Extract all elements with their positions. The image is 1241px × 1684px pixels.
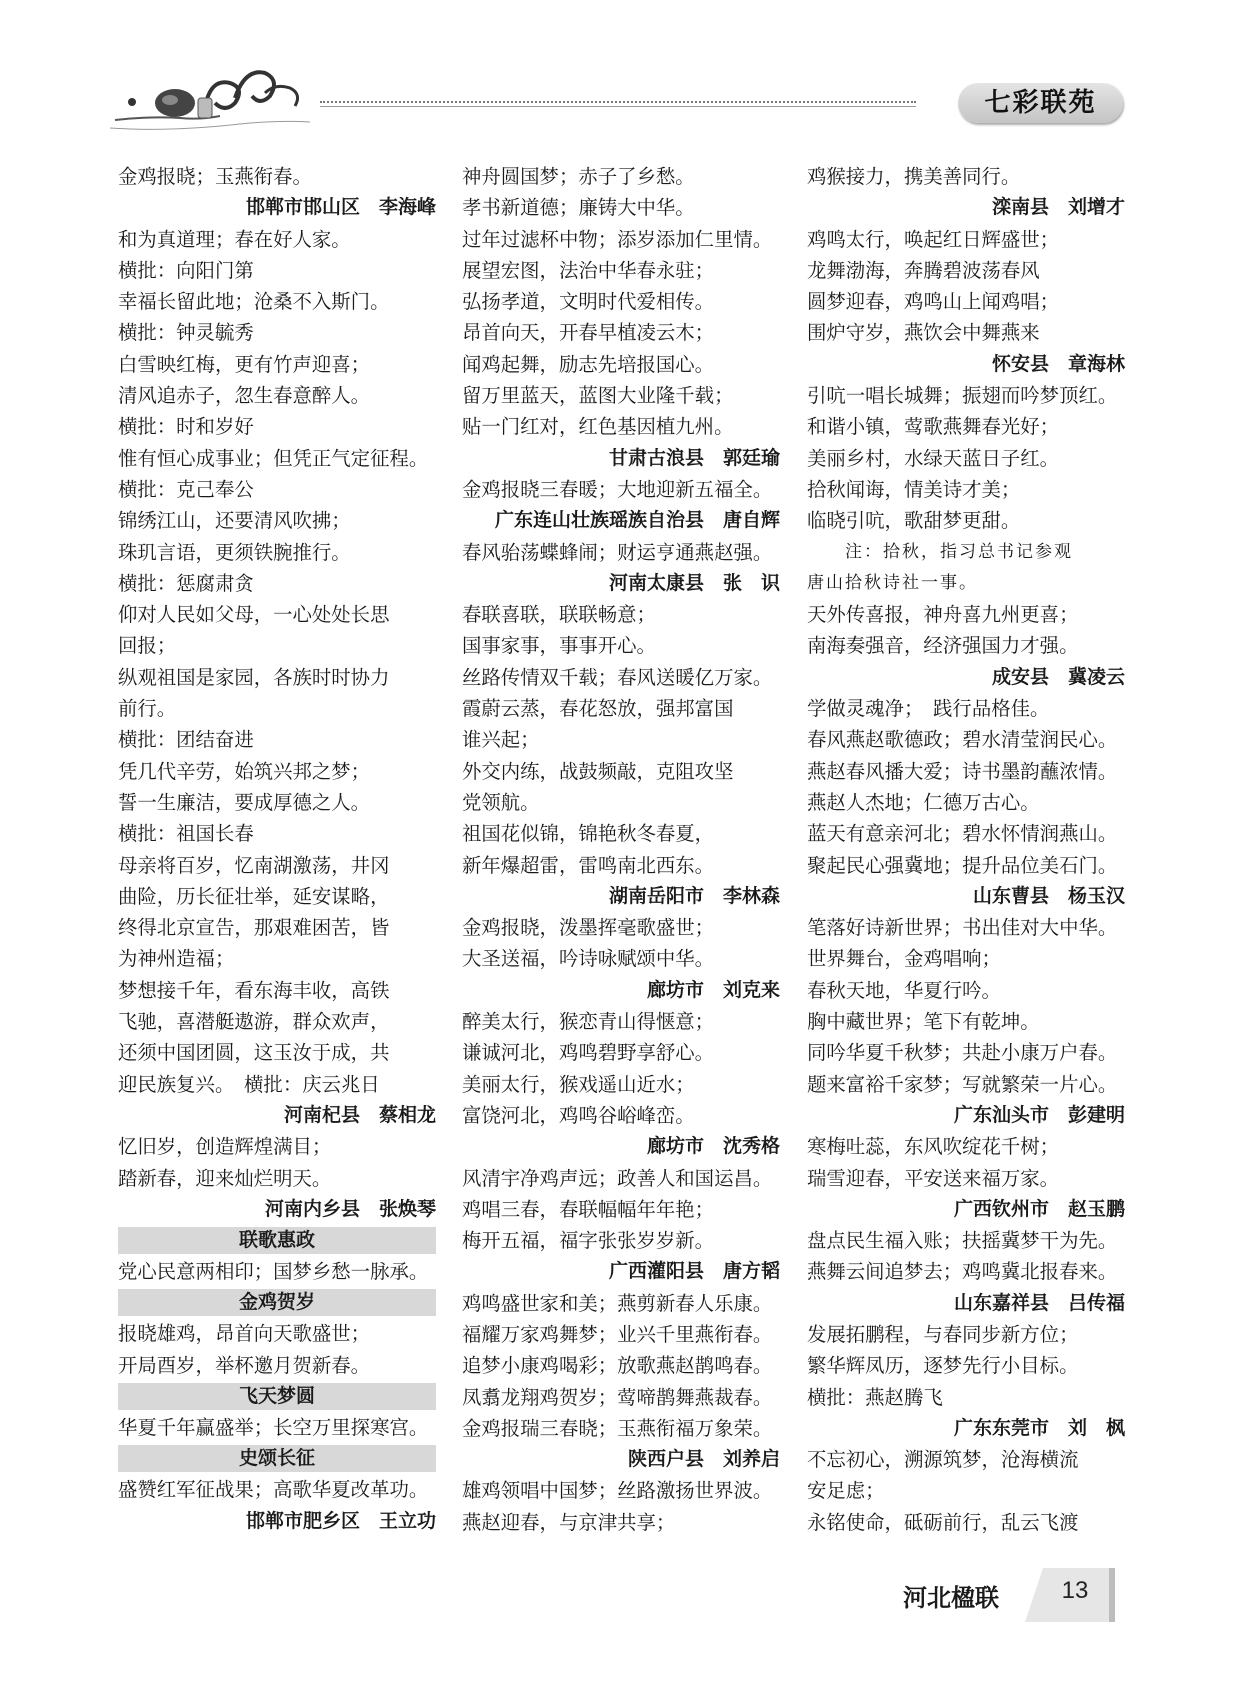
couplet-line: 金鸡报瑞三春晓；玉燕衔福万象荣。 xyxy=(462,1416,773,1440)
couplet-line: 世界舞台，金鸡唱响； xyxy=(807,947,1001,971)
couplet-line: 和为真道理；春在好人家。 xyxy=(118,227,351,251)
couplet-line: 神舟圆国梦；赤子了乡愁。 xyxy=(462,165,695,188)
couplet-line: 寒梅吐蕊，东风吹绽花千树； xyxy=(807,1135,1060,1159)
couplet-line: 圆梦迎春，鸡鸣山上闻鸡唱； xyxy=(807,290,1060,314)
author-line: 陕西户县 刘养启 xyxy=(627,1448,780,1471)
couplet-line: 和谐小镇，莺歌燕舞春光好； xyxy=(807,415,1060,439)
couplet-line: 清风追赤子，忽生春意醉人。 xyxy=(118,384,371,408)
couplet-line: 谁兴起； xyxy=(462,728,540,752)
couplet-line: 繁华辉凤历，逐梦先行小目标。 xyxy=(807,1354,1079,1378)
couplet-line: 孝书新道德；廉铸大中华。 xyxy=(462,196,695,220)
sub-heading: 史颂长征 xyxy=(118,1445,436,1472)
couplet-line: 永铭使命，砥砺前行，乱云飞渡 xyxy=(807,1510,1079,1534)
couplet-line: 春秋天地，华夏行吟。 xyxy=(807,978,1001,1002)
couplet-line: 华夏千年赢盛举；长空万里探寒宫。 xyxy=(118,1415,429,1439)
couplet-line: 踏新春，迎来灿烂明天。 xyxy=(118,1166,332,1190)
page-number: 13 xyxy=(1061,1577,1089,1604)
couplet-line: 仰对人民如父母，一心处处长思 xyxy=(118,603,390,627)
couplet-line: 不忘初心，溯源筑梦，沧海横流 xyxy=(807,1448,1079,1472)
couplet-line: 笔落好诗新世界；书出佳对大中华。 xyxy=(807,916,1118,940)
couplet-line: 横批：祖国长春 xyxy=(118,822,254,846)
magazine-name: 河北楹联 xyxy=(903,1584,999,1612)
couplet-line: 雄鸡领唱中国梦；丝路激扬世界波。 xyxy=(462,1479,773,1503)
couplet-line: 引吭一唱长城舞；振翅而吟梦顶红。 xyxy=(807,384,1118,408)
couplet-line: 丝路传情双千载；春风送暖亿万家。 xyxy=(462,665,773,689)
author-line: 山东曹县 杨玉汉 xyxy=(972,884,1125,907)
couplet-line: 春风燕赵歌德政；碧水清莹润民心。 xyxy=(807,728,1118,752)
couplet-line: 闻鸡起舞，励志先培报国心。 xyxy=(462,352,715,376)
couplet-line: 终得北京宣告，那艰难困苦，皆 xyxy=(118,916,390,940)
couplet-line: 迎民族复兴。 横批：庆云兆日 xyxy=(118,1072,380,1096)
couplet-line: 盘点民生福入账；扶摇冀梦干为先。 xyxy=(807,1229,1118,1253)
couplet-line: 龙舞渤海，奔腾碧波荡春风 xyxy=(807,258,1040,282)
author-line: 广西钦州市 赵玉鹏 xyxy=(953,1197,1125,1220)
couplet-line: 横批：燕赵腾飞 xyxy=(807,1385,943,1409)
author-line: 甘肃古浪县 郭廷瑜 xyxy=(608,446,780,469)
couplet-line: 谦诚河北，鸡鸣碧野享舒心。 xyxy=(462,1041,715,1065)
couplet-line: 同吟华夏千秋梦；共赴小康万户春。 xyxy=(807,1041,1118,1065)
couplet-line: 横批：向阳门第 xyxy=(118,258,254,282)
couplet-line: 春联喜联，联联畅意； xyxy=(462,603,656,627)
author-line: 河南杞县 蔡相龙 xyxy=(283,1103,436,1126)
couplet-line: 祖国花似锦，锦艳秋冬春夏， xyxy=(462,822,715,846)
couplet-line: 珠玑言语，更须铁腕推行。 xyxy=(118,540,351,564)
couplet-line: 福耀万家鸡舞梦；业兴千里燕衔春。 xyxy=(462,1322,773,1346)
couplet-line: 拾秋闻诲，情美诗才美； xyxy=(807,477,1021,501)
sub-heading: 飞天梦圆 xyxy=(118,1383,436,1410)
couplet-line: 春风骀荡蝶蜂闹；财运亨通燕赵强。 xyxy=(462,540,773,564)
couplet-line: 蓝天有意亲河北；碧水怀情润燕山。 xyxy=(807,822,1118,846)
couplet-line: 美丽乡村，水绿天蓝日子红。 xyxy=(807,446,1060,470)
author-line: 邯郸市肥乡区 王立功 xyxy=(245,1509,436,1532)
couplet-line: 贴一门红对，红色基因植九州。 xyxy=(462,415,734,439)
column-1 xyxy=(118,161,436,1537)
couplet-line: 鸡鸣太行，唤起红日辉盛世； xyxy=(807,227,1060,251)
author-line: 怀安县 章海林 xyxy=(991,352,1125,375)
couplet-line: 聚起民心强冀地；提升品位美石门。 xyxy=(807,853,1118,877)
couplet-line: 纵观祖国是家园，各族时时协力 xyxy=(118,665,390,689)
couplet-line: 胸中藏世界；笔下有乾坤。 xyxy=(807,1010,1040,1034)
couplet-line: 围炉守岁，燕饮会中舞燕来 xyxy=(807,321,1040,345)
author-line: 廊坊市 沈秀格 xyxy=(646,1135,780,1158)
author-line: 广东连山壮族瑶族自治县 唐自辉 xyxy=(494,509,780,532)
couplet-line: 安足虑； xyxy=(807,1479,885,1503)
couplet-line: 横批：时和岁好 xyxy=(118,415,254,439)
couplet-line: 报晓雄鸡，昂首向天歌盛世； xyxy=(118,1322,371,1346)
author-line: 成安县 冀凌云 xyxy=(991,665,1125,688)
couplet-line: 燕赵春风播大爱；诗书墨韵蘸浓情。 xyxy=(807,759,1118,783)
couplet-line: 曲险，历长征壮举，延安谋略， xyxy=(118,884,390,908)
note-line: 唐山拾秋诗社一事。 xyxy=(807,572,978,593)
note-line: 注：拾秋，指习总书记参观 xyxy=(807,541,1073,562)
couplet-line: 开局酉岁，举杯邀月贺新春。 xyxy=(118,1353,371,1377)
couplet-line: 留万里蓝天，蓝图大业隆千载； xyxy=(462,384,734,408)
sub-heading: 金鸡贺岁 xyxy=(118,1289,436,1316)
couplet-line: 大圣送福，吟诗咏赋颂中华。 xyxy=(462,947,715,971)
couplet-line: 回报； xyxy=(118,634,177,658)
couplet-line: 南海奏强音，经济强国力才强。 xyxy=(807,634,1079,658)
author-line: 广东东莞市 刘 枫 xyxy=(953,1416,1125,1439)
couplet-line: 惟有恒心成事业；但凭正气定征程。 xyxy=(118,446,429,470)
couplet-line: 富饶河北，鸡鸣谷峪峰峦。 xyxy=(462,1103,695,1127)
couplet-line: 霞蔚云蒸，春花怒放，强邦富国 xyxy=(462,697,734,721)
header-dotted-rule xyxy=(320,101,916,103)
couplet-line: 横批：惩腐肃贪 xyxy=(118,571,254,595)
couplet-line: 醉美太行，猴恋青山得惬意； xyxy=(462,1010,715,1034)
couplet-line: 燕赵迎春，与京津共享； xyxy=(462,1510,676,1534)
ink-ornament-icon xyxy=(110,58,310,138)
header-rule xyxy=(320,106,916,107)
couplet-line: 国事家事，事事开心。 xyxy=(462,634,656,658)
section-title: 七彩联苑 xyxy=(958,83,1123,123)
couplet-line: 白雪映红梅，更有竹声迎喜； xyxy=(118,352,371,376)
couplet-line: 横批：团结奋进 xyxy=(118,728,254,752)
couplet-line: 金鸡报晓三春暖；大地迎新五福全。 xyxy=(462,477,773,501)
author-line: 湖南岳阳市 李林森 xyxy=(608,884,780,907)
couplet-line: 横批：钟灵毓秀 xyxy=(118,321,254,345)
couplet-line: 凤翥龙翔鸡贺岁；莺啼鹊舞燕裁春。 xyxy=(462,1385,773,1409)
couplet-line: 学做灵魂净； 践行品格佳。 xyxy=(807,697,1050,721)
couplet-line: 鸡鸣盛世家和美；燕剪新春人乐康。 xyxy=(462,1291,773,1315)
couplet-line: 金鸡报晓；玉燕衔春。 xyxy=(118,165,312,188)
couplet-line: 过年过滤杯中物；添岁添加仁里情。 xyxy=(462,227,773,251)
column-2 xyxy=(462,161,780,1538)
couplet-line: 党心民意两相印；国梦乡愁一脉承。 xyxy=(118,1260,429,1284)
couplet-line: 鸡唱三春，春联幅幅年年艳； xyxy=(462,1197,715,1221)
couplet-line: 盛赞红军征战果；高歌华夏改革功。 xyxy=(118,1478,429,1502)
couplet-line: 风清宇净鸡声远；政善人和国运昌。 xyxy=(462,1166,773,1190)
couplet-line: 美丽太行，猴戏遥山近水； xyxy=(462,1072,695,1096)
couplet-line: 幸福长留此地；沧桑不入斯门。 xyxy=(118,290,390,314)
couplet-line: 燕舞云间追梦去；鸡鸣冀北报春来。 xyxy=(807,1260,1118,1284)
couplet-line: 为神州造福； xyxy=(118,947,235,971)
column-3 xyxy=(807,161,1125,1538)
couplet-line: 临晓引吭，歌甜梦更甜。 xyxy=(807,509,1021,533)
couplet-line: 誓一生廉洁，要成厚德之人。 xyxy=(118,790,371,814)
couplet-line: 党领航。 xyxy=(462,790,540,814)
couplet-line: 新年爆超雷，雷鸣南北西东。 xyxy=(462,853,715,877)
author-line: 河南太康县 张 识 xyxy=(608,571,780,594)
couplet-line: 梦想接千年，看东海丰收，高铁 xyxy=(118,978,390,1002)
couplet-line: 展望宏图，法治中华春永驻； xyxy=(462,258,715,282)
author-line: 滦南县 刘增才 xyxy=(991,196,1125,219)
couplet-line: 题来富裕千家梦；写就繁荣一片心。 xyxy=(807,1072,1118,1096)
couplet-line: 追梦小康鸡喝彩；放歌燕赵鹊鸣春。 xyxy=(462,1354,773,1378)
couplet-line: 昂首向天，开春早植凌云木； xyxy=(462,321,715,345)
author-line: 邯郸市邯山区 李海峰 xyxy=(245,196,436,219)
author-line: 广西灌阳县 唐方韬 xyxy=(608,1260,780,1283)
couplet-line: 忆旧岁，创造辉煌满目； xyxy=(118,1135,332,1159)
couplet-line: 前行。 xyxy=(118,697,177,721)
author-line: 河南内乡县 张焕琴 xyxy=(264,1197,436,1220)
couplet-line: 外交内练，战鼓频敲，克阻攻坚 xyxy=(462,759,734,783)
author-line: 廊坊市 刘克来 xyxy=(646,978,780,1001)
couplet-line: 瑞雪迎春，平安送来福万家。 xyxy=(807,1166,1060,1190)
author-line: 山东嘉祥县 吕传福 xyxy=(953,1291,1125,1314)
couplet-line: 横批：克己奉公 xyxy=(118,477,254,501)
sub-heading: 联歌惠政 xyxy=(118,1227,436,1254)
couplet-line: 梅开五福，福字张张岁岁新。 xyxy=(462,1229,715,1253)
couplet-line: 母亲将百岁，忆南湖激荡，井冈 xyxy=(118,853,390,877)
couplet-line: 凭几代辛劳，始筑兴邦之梦； xyxy=(118,759,371,783)
couplet-line: 弘扬孝道，文明时代爱相传。 xyxy=(462,290,715,314)
couplet-line: 锦绣江山，还要清风吹拂； xyxy=(118,509,351,533)
couplet-line: 发展拓鹏程，与春同步新方位； xyxy=(807,1322,1079,1346)
couplet-line: 鸡猴接力，携美善同行。 xyxy=(807,165,1021,188)
couplet-line: 飞驰，喜潜艇遨游，群众欢声， xyxy=(118,1010,390,1034)
couplet-line: 燕赵人杰地；仁德万古心。 xyxy=(807,790,1040,814)
couplet-line: 金鸡报晓，泼墨挥毫歌盛世； xyxy=(462,916,715,940)
author-line: 广东汕头市 彭建明 xyxy=(953,1103,1125,1126)
couplet-line: 还须中国团圆，这玉汝于成，共 xyxy=(118,1041,390,1065)
couplet-line: 天外传喜报，神舟喜九州更喜； xyxy=(807,603,1079,627)
